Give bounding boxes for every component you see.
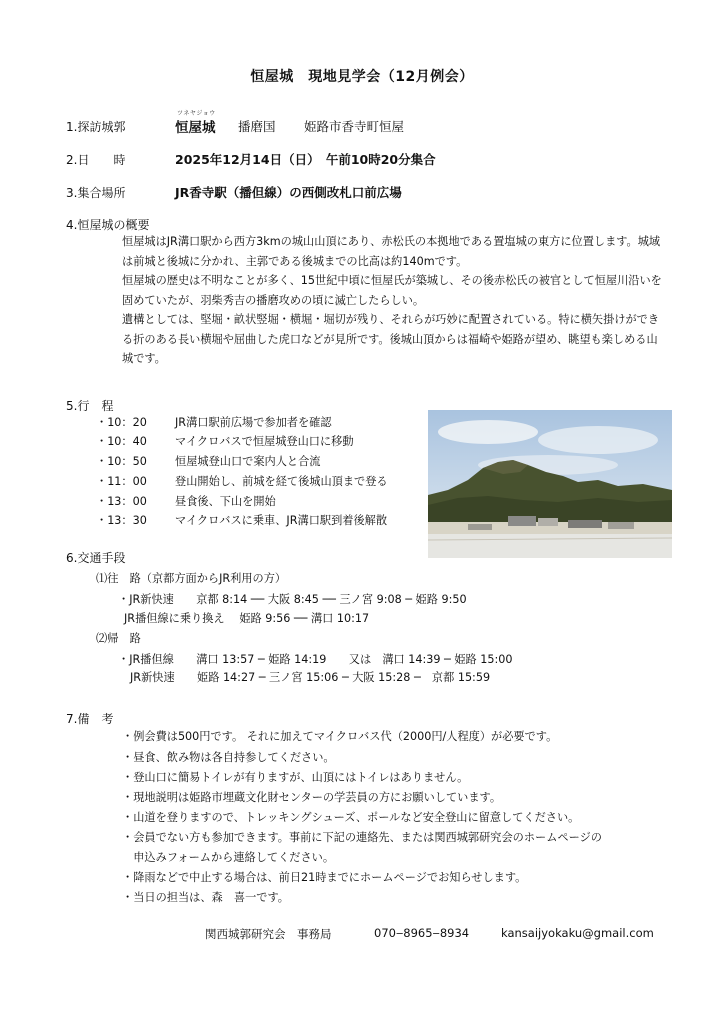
schedule-time: ・10：20 [96,416,147,429]
section2-label: 2.日 時 [66,153,126,167]
note-item: ・現地説明は姫路市埋蔵文化財センターの学芸員の方にお願いしています。 [122,791,502,804]
meeting-place: JR香寺駅（播但線）の西側改札口前広場 [175,185,402,200]
castle-province: 播磨国 [238,119,276,134]
schedule-desc: 登山開始し、前城を経て後城山頂まで登る [175,475,388,488]
schedule-desc: マイクロバスに乗車、JR溝口駅到着後解散 [175,514,388,527]
page-title: 恒屋城 現地見学会（12月例会） [250,69,474,85]
section1-label: 1.探訪城郭 [66,120,126,134]
footer-org: 関西城郭研究会 事務局 [205,927,332,941]
note-item: ・降雨などで中止する場合は、前日21時までにホームページでお知らせします。 [122,871,527,884]
return-label: ⑵帰 路 [96,632,141,645]
return-route-2: JR新快速 姫路 14:27 ─ 三ノ宮 15:06 ─ 大阪 15:28 ─ 京都 15:59 [130,671,491,684]
event-datetime: 2025年12月14日（日） 午前10時20分集合 [175,152,436,167]
castle-name-ruby: ツネヤジョウ [177,110,216,117]
overview-paragraph: 遺構としては、堅堀・畝状竪堀・横堀・堀切が残り、それらが巧妙に配置されている。特に横矢掛けができる折のある長い横堀や屈曲した虎口などが見所です。後城山頂からは福崎や姫路が望め、眺望も楽しめる山城です。 [122,313,660,365]
return-route-1: ・JR播但線 溝口 13:57 ─ 姫路 14:19 又は 溝口 14:39 ─ 姫路 15:00 [118,653,513,666]
footer-phone: 070‒8965‒8934 [374,926,470,940]
note-item: ・登山口に簡易トイレが有りますが、山頂にはトイレはありません。 [122,771,469,784]
schedule-desc: JR溝口駅前広場で参加者を確認 [175,416,332,429]
note-item: ・昼食、飲み物は各自持参してください。 [122,751,335,764]
outbound-route-2: JR播但線に乗り換え 姫路 9:56 ── 溝口 10:17 [124,612,370,625]
note-item: 申込みフォームから連絡してください。 [122,851,335,864]
castle-name: 恒屋城 [175,120,216,136]
section7-label: 7.備 考 [66,712,114,726]
schedule-desc: マイクロバスで恒屋城登山口に移動 [175,435,354,448]
overview-paragraph: 恒屋城の歴史は不明なことが多く、15世紀中頃に恒屋氏が築城し、その後赤松氏の被官として恒屋川沿いを固めていたが、羽柴秀吉の播磨攻めの頃に滅亡したらしい。 [122,274,662,307]
note-item: ・山道を登りますので、トレッキングシューズ、ポールなど安全登山に留意してください。 [122,811,580,824]
note-item: ・会員でない方も参加できます。事前に下記の連絡先、または関西城郭研究会のホームページの [122,831,602,844]
schedule-time: ・10：40 [96,435,147,448]
section5-label: 5.行 程 [66,399,114,413]
overview-paragraph: 恒屋城はJR溝口駅から西方3kmの城山山頂にあり、赤松氏の本拠地である置塩城の東方に位置します。城域は前城と後城に分かれ、主郭である後城までの比高は約140mです。 [122,235,661,268]
castle-address: 姫路市香寺町恒屋 [304,119,405,134]
note-item: ・例会費は500円です。 それに加えてマイクロバス代（2000円/人程度）が必要です。 [122,730,558,743]
section6-label: 6.交通手段 [66,551,126,565]
section3-label: 3.集合場所 [66,186,126,200]
schedule-time: ・10：50 [96,455,147,468]
schedule-desc: 恒屋城登山口で案内人と合流 [175,455,321,468]
schedule-desc: 昼食後、下山を開始 [175,495,276,508]
note-item: ・当日の担当は、森 喜一です。 [122,891,289,904]
outbound-label: ⑴往 路（京都方面からJR利用の方） [96,572,287,585]
outbound-route-1: ・JR新快速 京都 8:14 ── 大阪 8:45 ── 三ノ宮 9:08 ─ 姫路 9:50 [118,593,467,606]
schedule-time: ・13：30 [96,514,147,527]
section4-label: 4.恒屋城の概要 [66,218,150,232]
footer-email[interactable]: kansaijyokaku@gmail.com [501,926,654,940]
castle-mountain-photo [428,410,672,558]
schedule-time: ・13：00 [96,495,147,508]
schedule-time: ・11：00 [96,475,147,488]
castle-overview [122,232,662,369]
